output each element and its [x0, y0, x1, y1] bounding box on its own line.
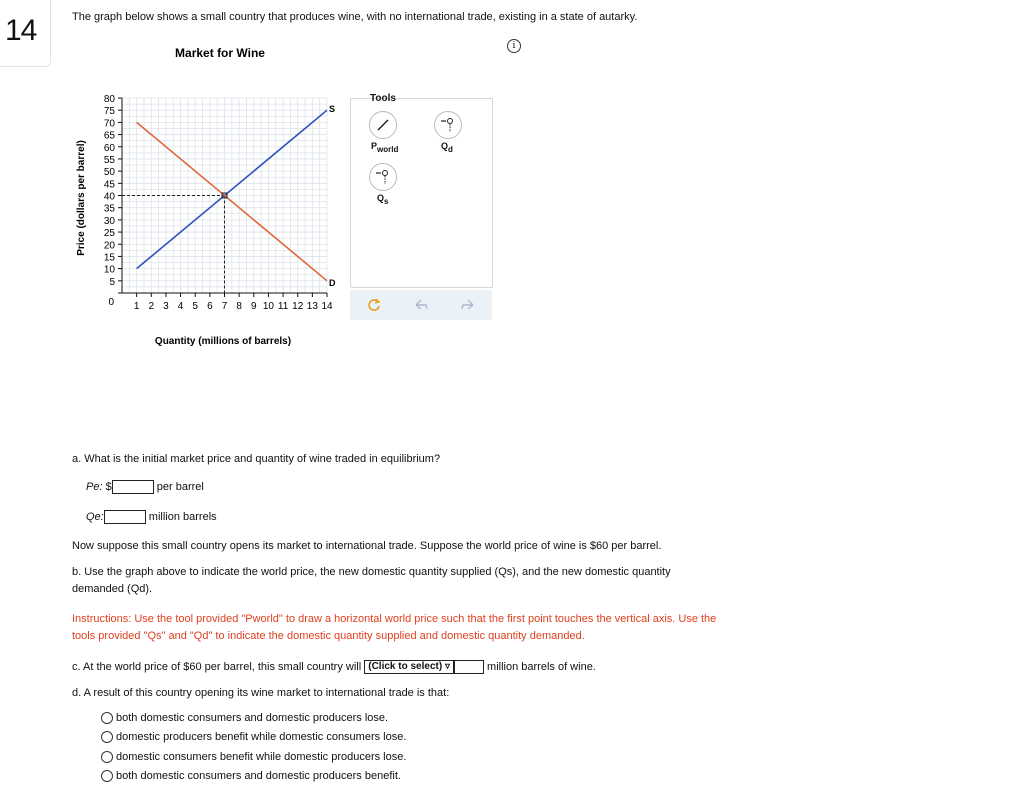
part-c-suffix: million barrels of wine. — [487, 660, 596, 673]
pe-row — [86, 480, 204, 494]
y-tick-label: 25 — [103, 228, 115, 240]
y-tick-label: 65 — [103, 130, 115, 142]
demand-label: D — [329, 277, 336, 288]
line-draw-icon — [370, 112, 396, 138]
part-b-line2: demanded (Qd). — [72, 583, 153, 595]
qe-row — [86, 510, 217, 524]
x-tick-label: 6 — [207, 301, 213, 312]
x-tick-label: 11 — [277, 301, 289, 312]
y-tick-label: 5 — [109, 276, 115, 288]
qd-tool-button[interactable] — [434, 111, 462, 139]
x-tick-label: 3 — [163, 301, 169, 312]
redo-icon[interactable] — [460, 297, 476, 313]
option-row[interactable] — [101, 712, 388, 724]
question-number: 14 — [5, 14, 37, 47]
market-chart[interactable] — [60, 40, 350, 360]
x-tick-label: 7 — [221, 301, 228, 312]
supply-label: S — [329, 104, 336, 115]
radio-button[interactable] — [101, 751, 113, 763]
radio-button[interactable] — [101, 770, 113, 782]
y-axis-label: Price (dollars per barrel) — [76, 140, 87, 256]
part-b-line1: b. Use the graph above to indicate the world price, the new domestic quantity supplied (Qs), and the new domestic quantity — [72, 566, 671, 578]
part-d-question: d. A result of this country opening its wine market to international trade is that: — [72, 687, 450, 699]
instructions-line2: tools provided "Qs" and "Qd" to indicate the domestic quantity supplied and domestic quantity demanded. — [72, 630, 585, 642]
qe-unit: million barrels — [148, 510, 217, 523]
option-row[interactable] — [101, 751, 406, 763]
y-tick-label: 70 — [103, 118, 115, 130]
question-number-box — [0, 0, 51, 67]
y-tick-label: 20 — [103, 240, 115, 252]
option-row[interactable] — [101, 770, 401, 782]
x-tick-label: 4 — [177, 301, 184, 312]
y-tick-label: 60 — [103, 142, 115, 154]
option-label: both domestic consumers and domestic producers lose. — [116, 712, 389, 724]
x-axis-label: Quantity (millions of barrels) — [154, 336, 292, 347]
undo-icon[interactable] — [413, 297, 429, 313]
option-label: domestic producers benefit while domestic consumers lose. — [116, 731, 407, 743]
intro-text: The graph below shows a small country that produces wine, with no international trade, existing in a state of autarky. — [72, 11, 638, 23]
y-tick-label: 45 — [103, 179, 115, 191]
info-icon[interactable]: i — [507, 39, 521, 53]
y-tick-label: 10 — [103, 264, 115, 276]
y-tick-label: 50 — [103, 167, 115, 179]
part-a-question: a. What is the initial market price and quantity of wine traded in equilibrium? — [72, 453, 441, 465]
part-c-input[interactable] — [454, 660, 484, 674]
y-tick-label: 80 — [103, 94, 115, 105]
point-marker-icon — [370, 164, 396, 190]
pe-unit: per barrel — [156, 480, 204, 493]
x-tick-label: 13 — [306, 301, 318, 312]
y-tick-label: 55 — [103, 154, 115, 166]
history-toolbar — [350, 290, 492, 320]
option-label: both domestic consumers and domestic producers benefit. — [116, 770, 401, 782]
y-tick-label: 40 — [103, 191, 115, 203]
radio-button[interactable] — [101, 712, 113, 724]
qs-label — [377, 193, 388, 206]
chart-title: Market for Wine — [175, 46, 265, 60]
pworld-tool-button[interactable] — [369, 111, 397, 139]
qd-label-sub: d — [448, 144, 453, 154]
pworld-label-main: P — [371, 141, 378, 151]
x-tick-label: 1 — [133, 301, 140, 312]
qs-label-main: Q — [377, 193, 385, 203]
x-tick-label: 8 — [236, 301, 242, 312]
pworld-label-sub: world — [377, 144, 399, 154]
qs-tool-button[interactable] — [369, 163, 397, 191]
option-row[interactable] — [101, 731, 406, 743]
qd-label — [441, 141, 453, 154]
x-tick-label: 14 — [321, 301, 333, 312]
part-c-row — [72, 660, 596, 674]
tools-title: Tools — [370, 93, 396, 104]
y-tick-label: 75 — [103, 106, 115, 118]
point-marker-icon — [435, 112, 461, 138]
qe-input[interactable] — [104, 510, 146, 524]
qs-label-sub: s — [384, 196, 389, 206]
qe-label: Qe: — [86, 510, 104, 523]
pe-input[interactable] — [112, 480, 154, 494]
trade-select[interactable] — [364, 660, 454, 674]
radio-button[interactable] — [101, 731, 113, 743]
x-tick-label: 10 — [262, 301, 274, 312]
y-tick-label: 35 — [103, 203, 115, 215]
tools-panel — [350, 93, 493, 288]
part-c-prefix: c. At the world price of $60 per barrel, this small country will — [72, 660, 362, 673]
chevron-down-icon: ▿ — [444, 661, 450, 672]
y-tick-label: 0 — [108, 297, 114, 308]
instructions-line1: Instructions: Use the tool provided "Pworld" to draw a horizontal world price such that the first point touches the vertical axis. Use the — [72, 613, 717, 625]
x-tick-label: 2 — [148, 301, 155, 312]
x-tick-label: 9 — [251, 301, 257, 312]
reset-icon[interactable] — [366, 297, 382, 313]
x-tick-label: 5 — [192, 301, 198, 312]
world-price-text: Now suppose this small country opens its market to international trade. Suppose the world price of wine is $60 per barrel. — [72, 540, 662, 552]
y-tick-label: 30 — [103, 215, 115, 227]
pworld-label — [371, 141, 398, 154]
qd-label-main: Q — [441, 141, 449, 151]
pe-dollar-sign: $ — [105, 480, 112, 493]
pe-label: Pe: — [86, 480, 103, 493]
option-label: domestic consumers benefit while domestic producers lose. — [116, 751, 407, 763]
x-tick-label: 12 — [292, 301, 304, 312]
trade-select-label: (Click to select) — [368, 661, 443, 672]
y-tick-label: 15 — [103, 252, 115, 264]
